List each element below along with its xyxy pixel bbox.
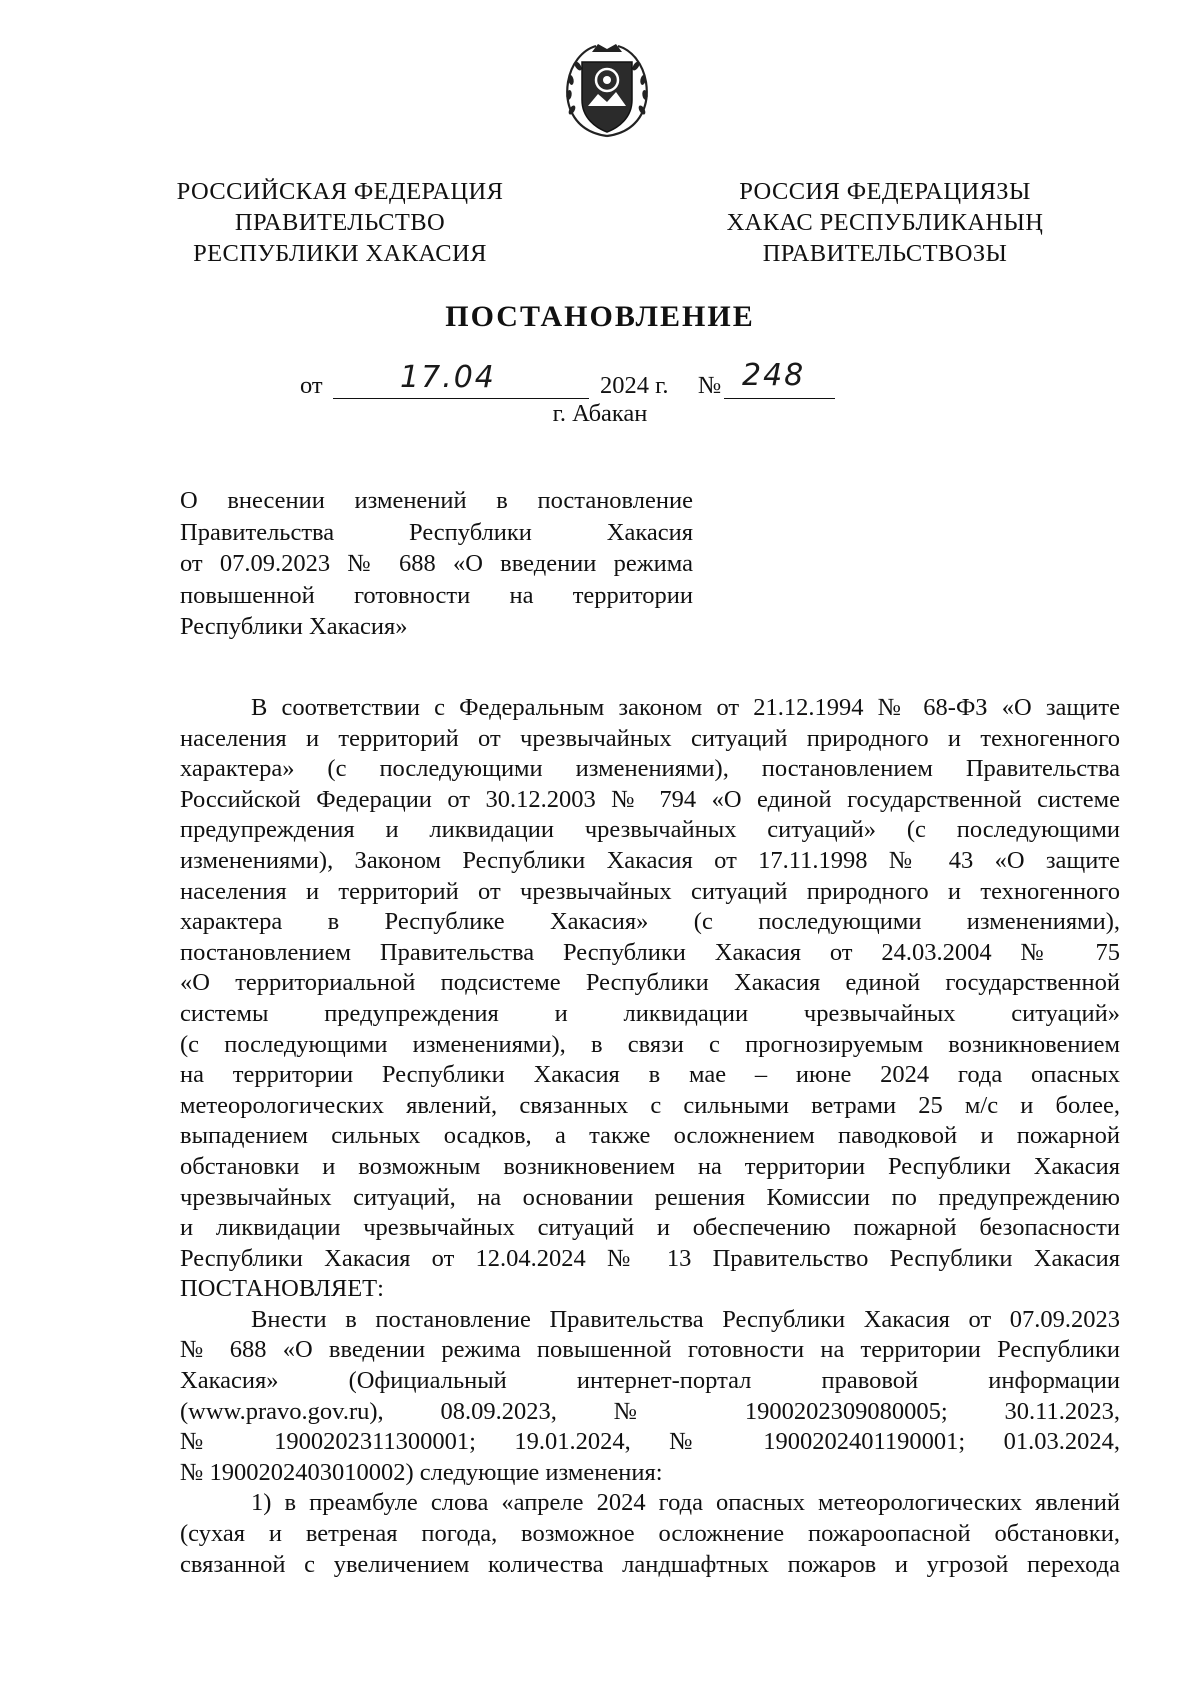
header-right-line: РОССИЯ ФЕДЕРАЦИЯЗЫ (739, 178, 1031, 205)
date-prefix: от (300, 372, 323, 399)
emblem-shield (582, 62, 632, 132)
header-right-line: ХАКАС РЕСПУБЛИКАНЫҢ (726, 209, 1044, 236)
body-line: 1) в преамбуле слова «апреле 2024 года опасных метеорологических явлений (251, 1489, 1120, 1517)
subject-line: Правительства Республики Хакасия (180, 518, 693, 546)
subject-line: повышенной готовности на территории (180, 581, 693, 609)
body-line: населения и территорий от чрезвычайных ситуаций природного и техногенного (180, 877, 1120, 905)
body-line: № 688 «О введении режима повышенной готовности на территории Республики (180, 1336, 1120, 1364)
body-line: Хакасия» (Официальный интернет-портал правовой информации (180, 1367, 1120, 1395)
date-underline (333, 398, 589, 399)
body-line: и ликвидации чрезвычайных ситуаций и обеспечению пожарной безопасности (180, 1214, 1120, 1242)
handwritten-date: 17.04 (400, 360, 496, 395)
body-line: (сухая и ветреная погода, возможное осложнение пожароопасной обстановки, (180, 1520, 1120, 1548)
body-line: на территории Республики Хакасия в мае – июне 2024 года опасных (180, 1061, 1120, 1089)
subject-line: Республики Хакасия» (180, 613, 408, 640)
body-line: населения и территорий от чрезвычайных ситуаций природного и техногенного (180, 724, 1120, 752)
body-line: № 1900202311300001; 19.01.2024, № 1900202401190001; 01.03.2024, (180, 1428, 1120, 1456)
body-line: № 1900202403010002) следующие изменения: (180, 1458, 663, 1486)
body-line: постановлением Правительства Республики Хакасия от 24.03.2004 № 75 (180, 938, 1120, 966)
subject-line: О внесении изменений в постановление (180, 487, 693, 514)
header-left-line: РОССИЙСКАЯ ФЕДЕРАЦИЯ (176, 178, 504, 205)
body-line: обстановки и возможным возникновением на территории Республики Хакасия (180, 1152, 1120, 1180)
body-line: выпадением сильных осадков, а также осложнением паводковой и пожарной (180, 1122, 1120, 1150)
header-left-line: ПРАВИТЕЛЬСТВО (234, 209, 446, 236)
document-subject (180, 485, 693, 643)
body-line: характера в Республике Хакасия» (с последующими изменениями), (180, 908, 1120, 936)
date-number-line (0, 358, 1200, 404)
body-line: чрезвычайных ситуаций, на основании решения Комиссии по предупреждению (180, 1183, 1120, 1211)
number-sign: № (698, 372, 722, 399)
coat-of-arms-emblem (562, 40, 652, 140)
city-label: г. Абакан (552, 400, 648, 427)
body-line: «О территориальной подсистеме Республики Хакасия единой государственной (180, 969, 1120, 997)
body-line: Внести в постановление Правительства Республики Хакасия от 07.09.2023 (251, 1305, 1120, 1333)
document-body (180, 693, 1120, 1580)
year-label: 2024 г. (600, 372, 669, 399)
body-line: Российской Федерации от 30.12.2003 № 794 «О единой государственной системе (180, 785, 1120, 813)
body-line: Республики Хакасия от 12.04.2024 № 13 Правительство Республики Хакасия (180, 1244, 1120, 1272)
body-line: метеорологических явлений, связанных с сильными ветрами 25 м/с и более, (180, 1091, 1120, 1119)
body-line: изменениями), Законом Республики Хакасия от 17.11.1998 № 43 «О защите (180, 846, 1120, 874)
number-underline (724, 398, 835, 399)
body-line: В соответствии с Федеральным законом от 21.12.1994 № 68-ФЗ «О защите (251, 694, 1120, 721)
handwritten-number: 248 (742, 358, 806, 393)
header-left-line: РЕСПУБЛИКИ ХАКАСИЯ (193, 240, 487, 267)
body-line: системы предупреждения и ликвидации чрезвычайных ситуаций» (180, 999, 1120, 1027)
header-right-line: ПРАВИТЕЛЬСТВОЗЫ (762, 240, 1008, 267)
body-line: ПОСТАНОВЛЯЕТ: (180, 1275, 384, 1303)
header-left-block (170, 176, 510, 269)
document-title: ПОСТАНОВЛЕНИЕ (445, 300, 755, 333)
body-line: (www.pravo.gov.ru), 08.09.2023, № 1900202309080005; 30.11.2023, (180, 1397, 1120, 1425)
subject-line: от 07.09.2023 № 688 «О введении режима (180, 550, 693, 577)
body-line: предупреждения и ликвидации чрезвычайных ситуаций» (с последующими (180, 816, 1120, 844)
body-line: характера» (с последующими изменениями), постановлением Правительства (180, 755, 1120, 783)
body-line: связанной с увеличением количества ландшафтных пожаров и угрозой перехода (180, 1550, 1120, 1578)
header-right-block (715, 176, 1055, 269)
body-line: (с последующими изменениями), в связи с прогнозируемым возникновением (180, 1030, 1120, 1058)
